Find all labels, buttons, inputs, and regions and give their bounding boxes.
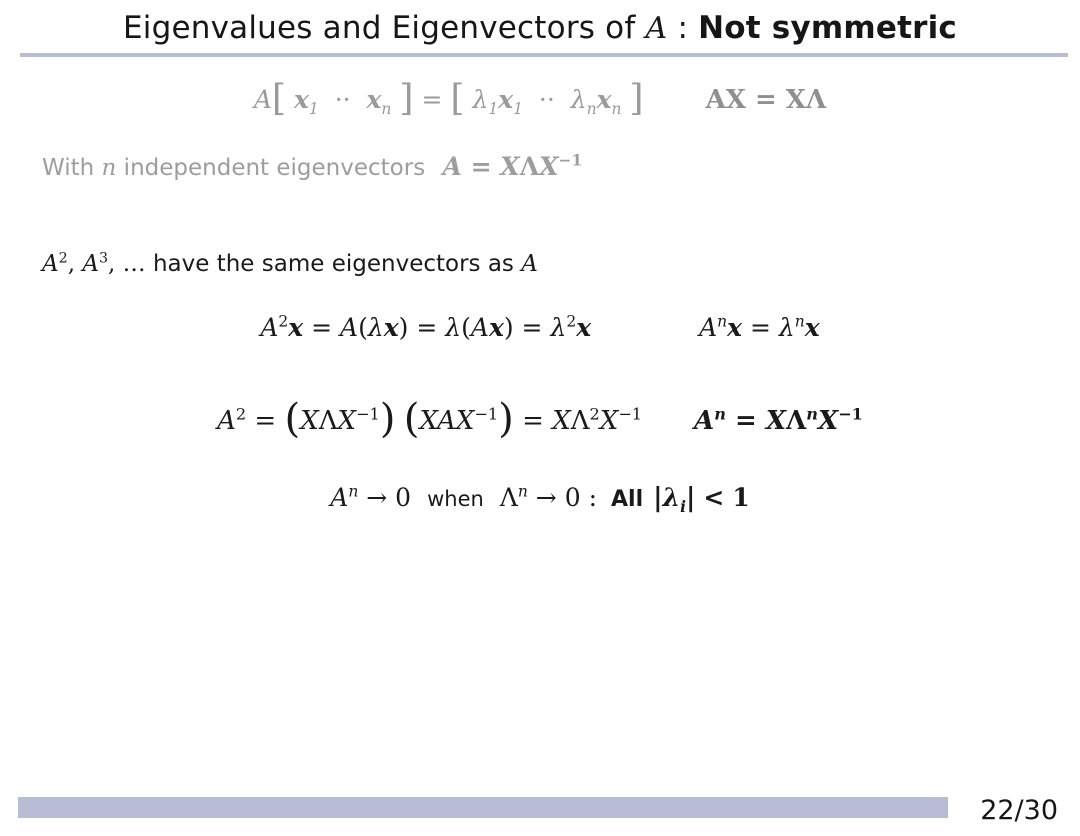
eig-xn-sub: n [381,100,392,118]
page-number: 22/30 [980,795,1058,826]
with-eq-A: A [442,152,462,181]
eig-x1: x [294,85,309,114]
with-eq-X: X [500,152,520,181]
pow-A3: A [82,251,99,277]
with-eq-Lambda: Λ [519,152,540,181]
eig-dots-2: ·· [538,85,555,114]
with-eq-X-inverse: X [539,152,559,181]
equation-a2-factorization [0,392,1080,442]
eig-lambda1-sub: 1 [488,100,499,118]
with-equation [443,152,583,181]
with-eq-exponent: −1 [558,150,583,170]
pow-A: A [521,251,538,277]
eig-close-bracket-2: ] [629,76,644,119]
limit-lambda-i-sub: i [680,497,686,516]
limit-colon: : [588,483,597,512]
limit-abs-close: | [686,483,696,513]
equation-eigen-definition [0,74,1080,117]
equation-limit-condition [0,482,1080,516]
a2x-right: $A^nx = \lambda^nx$ [699,312,820,342]
title-lead-text: Eigenvalues and Eigenvectors of [122,9,646,46]
footer-bar [18,797,948,818]
pow-text: have the same eigenvectors as [152,251,522,277]
eig-dots: ·· [334,85,351,114]
eig-A: A [253,85,272,114]
with-text: independent eigenvectors [116,155,433,181]
limit-less-than: < [703,483,725,512]
eig-lambda-xn: x [596,85,612,114]
limit-zero: 0 [395,483,412,512]
eig-lambda-x1-sub: 1 [513,100,523,118]
pow-A2: A [42,251,59,277]
eig-lambdan-sub: n [586,100,597,118]
limit-arrow: → [366,483,388,512]
slide-title-block [0,0,1080,56]
title-colon: : [667,9,699,46]
pow-A3-exp: 3 [98,250,109,267]
equation-a2x-identity [0,313,1080,342]
pow-A2-exp: 2 [58,250,68,267]
limit-lambda-i: λ [662,483,681,512]
a2fact-right: $A^n = X\Lambda^nX^{-1}$ [694,404,863,436]
limit-abs-open: | [653,483,663,513]
eig-xn: x [366,85,382,114]
pow-ellipsis: , … [108,251,153,277]
limit-arrow-2: → [535,483,557,512]
eig-x1-sub: 1 [308,100,319,118]
limit-when-word: when [427,487,484,511]
statement-powers-same-eigenvectors [42,251,538,277]
title-underline-rule [20,53,1068,57]
eig-open-bracket-2: [ [450,76,465,119]
limit-one: 1 [732,483,750,512]
limit-Lambda-exp: n [517,482,528,501]
with-prefix: With [42,155,102,181]
pow-comma: , [67,251,83,277]
title-emphasis: Not symmetric [698,9,958,46]
a2fact-left: $A^2 = (X\Lambda X^{-1}) (XAX^{-1}) = X\Lambda^2X^{-1}$ [217,395,643,442]
eig-lambdan: λ [570,85,587,114]
title-matrix-symbol: A [645,10,668,46]
eig-close-bracket: ] [399,76,414,119]
page-title [123,11,957,45]
eig-open-bracket: [ [271,76,287,119]
limit-zero-2: 0 [564,483,581,512]
eig-lambda-x1: x [498,85,514,114]
eig-lambda-xn-sub: n [611,100,622,118]
with-eq-equals: = [461,152,501,181]
eig-lambda1: λ [472,85,489,114]
with-n: n [101,155,117,181]
limit-Lambda: Λ [499,483,518,512]
a2x-left: $A^2x = A(\lambda x) = \lambda(Ax) = \lambda^2x$ [260,312,592,342]
statement-independent-eigenvectors [42,152,582,181]
limit-A-exp: n [348,482,359,501]
limit-all-word: All [611,487,644,512]
eig-equals: = [421,85,443,114]
limit-A: A [330,483,349,512]
eig-matrix-form: AX = XΛ [705,85,827,115]
